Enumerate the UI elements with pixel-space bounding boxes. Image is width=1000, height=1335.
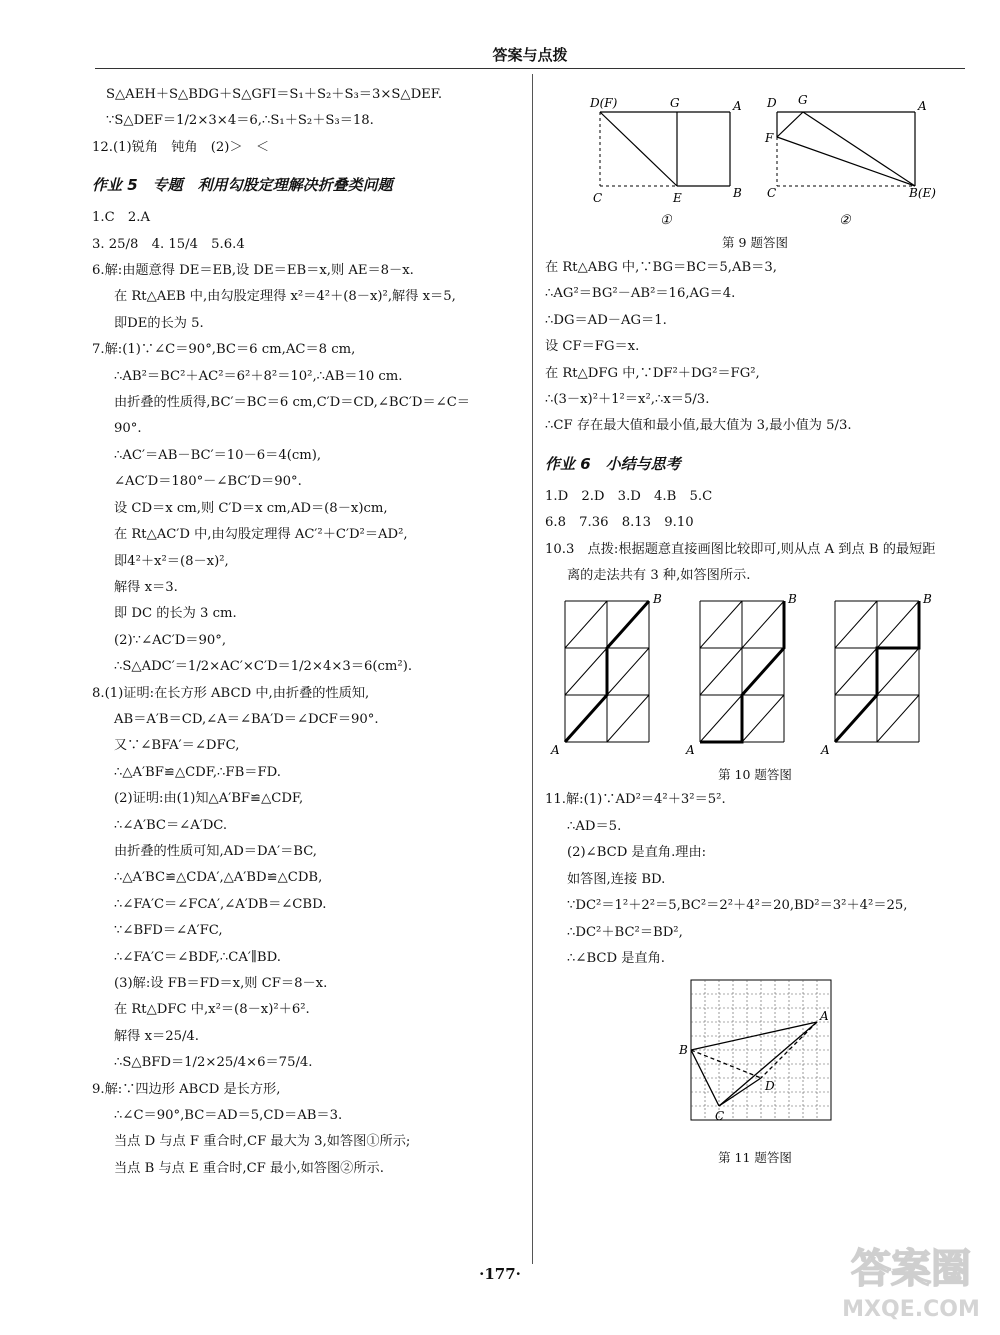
answer-line: ∴∠FA′C＝∠BDF,∴CA′∥BD. [114,949,281,965]
point-label: D [765,1079,775,1094]
answer-line: (3)解:设 FB＝FD＝x,则 CF＝8－x. [114,976,328,991]
answer-line: ∴∠C＝90°,BC＝AD＝5,CD＝AB＝3. [114,1108,343,1124]
point-a-label: A [821,743,830,758]
cell-diagonal [877,601,919,648]
answer-line: 设 CD＝x cm,则 C′D＝x cm,AD＝(8－x)cm, [114,500,388,516]
answer-line: 10.3 点拨:根据题意直接画图比较即可,则从点 A 到点 B 的最短距 [545,541,936,557]
answer-line: 解得 x＝3. [114,579,178,595]
segment-cd [719,1078,761,1106]
answer-line: ∴(3－x)²＋1²＝x²,∴x＝5/3. [545,392,710,408]
section-title-6: 作业 6 小结与思考 [545,454,681,473]
answer-line: ∴△A′BF≌△CDF,∴FB＝FD. [114,764,281,780]
answer-line: 6.解:由题意得 DE＝EB,设 DE＝EB＝x,则 AE＝8－x. [92,263,414,279]
answer-line: 即4²＋x²＝(8－x)², [114,553,229,569]
answer-line: 离的走法共有 3 种,如答图所示. [567,568,751,584]
answer-line: (2)∵∠AC′D＝90°, [114,632,227,648]
point-a-label: A [686,743,695,758]
fig9-label: C [767,186,777,200]
answer-line: 当点 B 与点 E 重合时,CF 最小,如答图②所示. [114,1160,384,1176]
cell-diagonal [700,601,742,648]
point-b-label: B [653,592,662,607]
answer-line: 如答图,连接 BD. [567,871,666,887]
cell-diagonal [877,695,919,742]
answer-line: ∴DC²＋BC²＝BD², [567,924,683,940]
answer-line: 9.解:∵四边形 ABCD 是长方形, [92,1081,281,1097]
point-b-label: B [923,592,932,607]
cell-diagonal [742,695,784,742]
fig9-label: D [767,96,777,110]
fig11-grid-diagram [545,972,965,1142]
cell-diagonal [835,601,877,648]
watermark-text: 答案圈 [851,1246,971,1292]
answer-line: 在 Rt△AEB 中,由勾股定理得 x²＝4²＋(8－x)²,解得 x＝5, [114,289,456,305]
answer-line: 1.C 2.A [92,210,150,226]
fig10-grid-diagram [545,589,965,759]
left-column [92,82,522,1182]
fig9-label: F [765,131,774,145]
answer-line: 在 Rt△DFC 中,x²＝(8－x)²＋6². [114,1002,310,1018]
page-number: ·177· [479,1265,521,1283]
answer-line: 8.(1)证明:在长方形 ABCD 中,由折叠的性质知, [92,685,370,701]
cell-diagonal [565,601,607,648]
fig9-label: A [918,99,927,113]
cell-diagonal [607,695,649,742]
answer-line: ∴S△ADC′＝1/2×AC′×C′D＝1/2×4×3＝6(cm²). [114,659,413,675]
point-label: A [820,1009,829,1024]
text-line: S△AEH＋S△BDG＋S△GFI＝S₁＋S₂＋S₃＝3×S△DEF. [106,87,443,102]
cell-diagonal [607,648,649,695]
answer-line: ∴AC′＝AB－BC′＝10－6＝4(cm), [114,447,322,463]
point-label: B [679,1043,688,1058]
cell-diagonal [877,648,919,695]
answer-line: ∵∠BFD＝∠A′FC, [114,923,223,939]
answer-line: 11.解:(1)∵AD²＝4²＋3²＝5². [545,792,726,808]
watermark-logo [836,1238,986,1324]
text-line: 12.(1)锐角 钝角 (2)＞ ＜ [92,139,270,155]
right-column [545,82,965,1170]
answer-line: 在 Rt△ABG 中,∵BG＝BC＝5,AB＝3, [545,260,777,275]
fig9-panel-number: ② [839,213,851,227]
fig11-caption: 第 11 题答图 [718,1150,792,1166]
section-title-5: 作业 5 专题 利用勾股定理解决折叠类问题 [92,176,393,195]
text-line: ∵S△DEF＝1/2×3×4＝6,∴S₁＋S₂＋S₃＝18. [106,113,374,129]
answer-line: 解得 x＝25/4. [114,1028,199,1044]
header-rule [95,68,965,69]
answer-line: ∴DG＝AD－AG＝1. [545,312,667,328]
fig9-label: A [733,99,742,113]
answer-line: 1.D 2.D 3.D 4.B 5.C [545,488,713,504]
answer-line: 在 Rt△AC′D 中,由勾股定理得 AC′²＋C′D²＝AD², [114,527,408,543]
answer-line: ∴AD＝5. [567,818,622,834]
segment-ba [691,1022,817,1050]
column-divider [532,74,533,1264]
cell-diagonal [700,695,742,742]
fig9-label: C [593,191,603,205]
fig10-caption: 第 10 题答图 [718,767,792,783]
answer-line: ∴CF 存在最大值和最小值,最大值为 3,最小值为 5/3. [545,418,852,434]
cell-diagonal [565,648,607,695]
cell-diagonal [742,601,784,648]
answer-line: (2)∠BCD 是直角.理由: [567,845,707,861]
page-header: 答案与点拨 [492,46,568,64]
fig9-label: B(E) [909,186,936,200]
segment-ac [719,1022,817,1106]
answer-line: 设 CF＝FG＝x. [545,339,640,355]
answer-line: 即 DC 的长为 3 cm. [114,606,237,622]
fig9-label: E [673,191,682,205]
watermark-url: MXQE.COM [842,1297,980,1322]
answer-line: ∴AG²＝BG²－AB²＝16,AG＝4. [545,286,736,302]
answer-line: ∠AC′D＝180°－∠BC′D＝90°. [114,474,302,490]
answer-line: 由折叠的性质可知,AD＝DA′＝BC, [114,843,318,859]
fig9-label: G [798,93,808,107]
answer-line: 在 Rt△DFG 中,∵DF²＋DG²＝FG², [545,365,760,381]
answer-line: 3. 25/8 4. 15/4 5.6.4 [92,236,245,252]
answer-line: 即DE的长为 5. [114,315,204,331]
answer-line: AB＝A′B＝CD,∠A＝∠BA′D＝∠DCF＝90°. [114,711,379,727]
fig9-caption: 第 9 题答图 [722,235,788,250]
segment-bd [691,1050,761,1078]
fig9-label: D(F) [590,96,618,110]
answer-line: ∵DC²＝1²＋2²＝5,BC²＝2²＋4²＝20,BD²＝3²＋4²＝25, [567,898,908,914]
answer-line: ∴△A′BC≌△CDA′,△A′BD≌△CDB, [114,870,323,886]
answer-line: ∴S△BFD＝1/2×25/4×6＝75/4. [114,1055,313,1071]
answer-line: ∴∠FA′C＝∠FCA′,∠A′DB＝∠CBD. [114,896,327,912]
answer-line: 90°. [114,421,142,437]
answer-line: ∴AB²＝BC²＋AC²＝6²＋8²＝10²,∴AB＝10 cm. [114,368,403,384]
answer-line: ∴∠A′BC＝∠A′DC. [114,817,228,833]
answer-line: 当点 D 与点 F 重合时,CF 最大为 3,如答图①所示; [114,1134,411,1150]
answer-line: 由折叠的性质得,BC′＝BC＝6 cm,C′D＝CD,∠BC′D＝∠C＝ [114,395,470,411]
point-label: C [715,1109,725,1124]
answer-line: 6.8 7.36 8.13 9.10 [545,515,694,531]
answer-line: ∴∠BCD 是直角. [567,950,665,966]
fig9-label: B [733,186,742,200]
cell-diagonal [700,648,742,695]
point-a-label: A [551,743,560,758]
answer-line: 7.解:(1)∵∠C＝90°,BC＝6 cm,AC＝8 cm, [92,342,356,358]
fig9-label: G [670,96,680,110]
cell-diagonal [835,648,877,695]
answer-line: (2)证明:由(1)知△A′BF≌△CDF, [114,791,304,807]
point-b-label: B [788,592,797,607]
fig9-panel-number: ① [660,213,672,227]
fig9-diagram [545,82,965,227]
answer-line: 又∵∠BFA′＝∠DFC, [114,738,240,754]
